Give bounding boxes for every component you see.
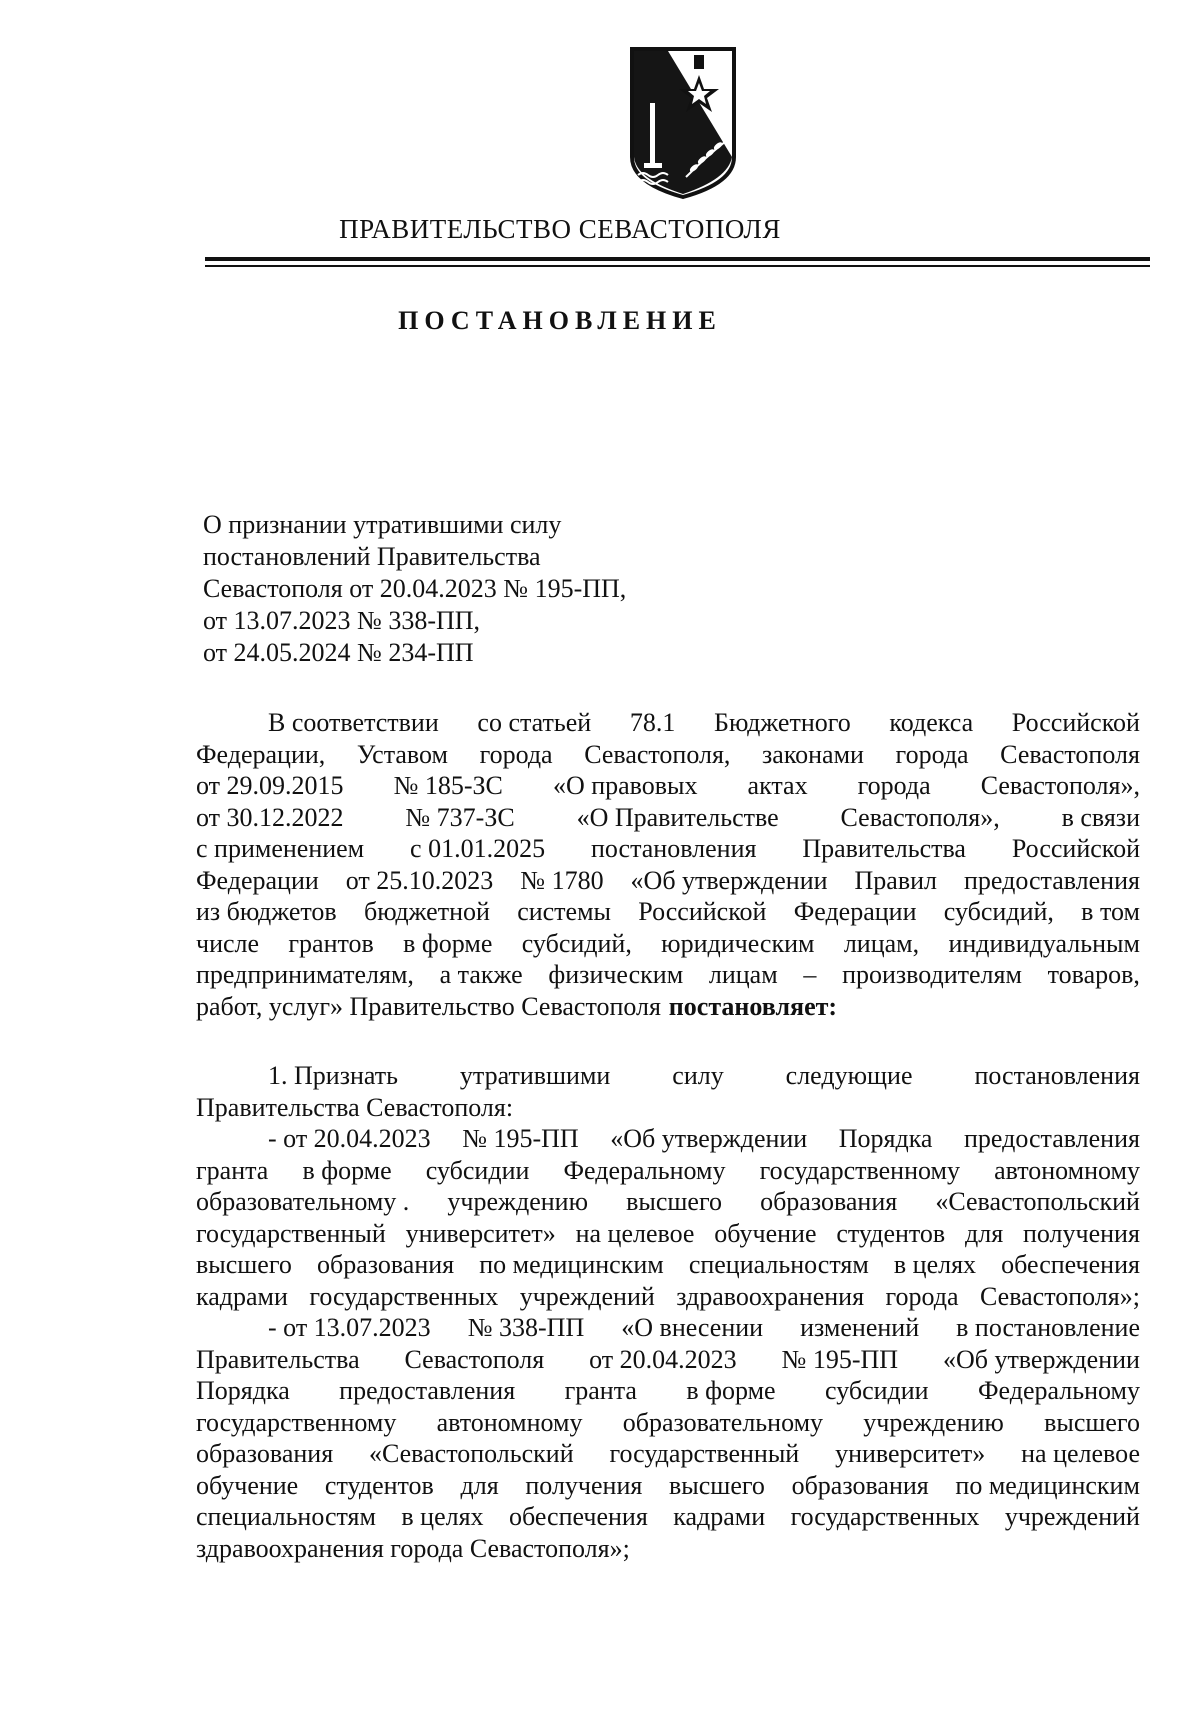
preamble-line xyxy=(196,896,1140,928)
sevastopol-coat-of-arms-icon xyxy=(628,45,738,203)
document-body xyxy=(196,707,1140,1564)
item-line xyxy=(196,1407,1140,1439)
item-line xyxy=(196,1218,1140,1250)
item-line xyxy=(196,1312,1140,1344)
text-fragment: Севастополя», xyxy=(840,802,1000,832)
resolves-keyword: постановляет: xyxy=(668,991,838,1021)
text-fragment: Российской xyxy=(1011,708,1140,737)
text-fragment: образования xyxy=(791,1470,929,1500)
text-fragment: высшего xyxy=(196,1250,292,1279)
item-line xyxy=(196,1249,1140,1281)
text-fragment: Севастополя»; xyxy=(980,1281,1140,1311)
item-line xyxy=(196,1438,1140,1470)
text-fragment: Бюджетного xyxy=(714,708,851,737)
text-fragment: Российской xyxy=(1011,834,1140,863)
text-fragment: от 25.10.2023 xyxy=(345,865,494,895)
header-rule-thick xyxy=(205,257,1150,261)
preamble-line xyxy=(196,928,1140,960)
item-line xyxy=(196,1155,1140,1187)
text-fragment: от 20.04.2023 xyxy=(589,1344,737,1374)
text-fragment: от 30.12.2022 xyxy=(196,802,344,832)
text-fragment: В соответствии xyxy=(268,708,439,737)
text-fragment: получения xyxy=(525,1470,643,1500)
text-fragment: города xyxy=(857,771,931,800)
text-fragment: в целях xyxy=(893,1250,977,1279)
item-line xyxy=(196,1123,1140,1155)
preamble-line xyxy=(196,739,1140,771)
text-fragment: в форме xyxy=(403,928,493,958)
item-line xyxy=(196,1186,1140,1218)
text-fragment: в форме xyxy=(686,1376,776,1405)
text-fragment: здравоохранения города Севастополя»; xyxy=(196,1533,630,1563)
text-fragment: города xyxy=(885,1281,959,1311)
text-fragment: гранта xyxy=(196,1155,269,1185)
text-fragment: системы xyxy=(517,897,612,926)
text-fragment: актах xyxy=(747,771,808,800)
text-fragment: Севастополя», xyxy=(980,771,1140,800)
text-fragment: Порядка xyxy=(838,1124,933,1153)
preamble-line xyxy=(196,707,1140,739)
preamble-line xyxy=(196,802,1140,834)
clause-line xyxy=(196,1092,1140,1124)
subject-line: Севастополя от 20.04.2023 № 195-ПП, xyxy=(203,574,627,603)
preamble-line xyxy=(196,959,1140,991)
text-fragment: государственный xyxy=(196,1218,386,1248)
text-fragment: в целях xyxy=(401,1502,484,1531)
text-fragment: высшего xyxy=(1044,1407,1140,1437)
text-fragment: Севастополя, xyxy=(584,739,731,769)
text-fragment: города xyxy=(479,739,553,769)
text-fragment: образовательному . xyxy=(196,1187,410,1216)
clause-line xyxy=(196,1060,1140,1092)
text-fragment: законами xyxy=(762,739,864,769)
item-line xyxy=(196,1533,1140,1565)
text-fragment: силу xyxy=(672,1061,724,1090)
text-fragment: учреждению xyxy=(447,1187,588,1216)
text-fragment: в том xyxy=(1081,897,1140,926)
text-fragment: в связи xyxy=(1061,802,1140,832)
text-fragment: Уставом xyxy=(356,739,448,769)
text-fragment: субсидии xyxy=(425,1155,530,1185)
text-fragment: Севастополя xyxy=(1000,739,1140,769)
text-fragment: университет» xyxy=(405,1218,556,1248)
item-line xyxy=(196,1281,1140,1313)
text-fragment: от 29.09.2015 xyxy=(196,771,344,800)
text-fragment: специальностям xyxy=(688,1250,869,1279)
organization-title: ПРАВИТЕЛЬСТВО СЕВАСТОПОЛЯ xyxy=(339,214,781,244)
text-fragment: города xyxy=(895,739,969,769)
text-fragment: числе xyxy=(196,928,260,958)
preamble-line xyxy=(196,865,1140,897)
text-fragment: юридическим xyxy=(661,928,815,958)
text-fragment: по медицинским xyxy=(955,1470,1140,1500)
text-fragment: а также xyxy=(439,960,523,989)
text-fragment: субсидии xyxy=(825,1376,929,1405)
text-fragment: - от 20.04.2023 xyxy=(268,1124,431,1153)
text-fragment: Федерации xyxy=(793,897,917,926)
subject-line: от 24.05.2024 № 234-ПП xyxy=(203,638,474,667)
text-fragment: производителям xyxy=(842,960,1022,989)
text-fragment: кадрами xyxy=(673,1502,766,1531)
text-fragment: государственных xyxy=(790,1502,980,1531)
text-fragment: высшего xyxy=(669,1470,765,1500)
text-fragment: гранта xyxy=(564,1376,637,1405)
text-fragment: № 737-ЗС xyxy=(405,802,515,832)
text-fragment: образования xyxy=(760,1187,898,1216)
text-fragment: 78.1 xyxy=(629,708,676,737)
text-fragment: учреждений xyxy=(519,1281,655,1311)
preamble-line xyxy=(196,770,1140,802)
text-fragment: физическим xyxy=(548,960,684,989)
text-fragment: обучение xyxy=(714,1218,817,1248)
text-fragment: предоставления xyxy=(339,1376,516,1405)
text-fragment: учреждению xyxy=(863,1407,1004,1437)
text-fragment: Севастополя xyxy=(404,1344,545,1374)
text-fragment: обеспечения xyxy=(508,1502,648,1531)
text-fragment: № 195-ПП xyxy=(462,1124,579,1153)
text-fragment: постановления xyxy=(590,834,757,863)
text-fragment: кодекса xyxy=(889,708,974,737)
text-fragment: из бюджетов xyxy=(196,897,337,926)
text-fragment: Федерации xyxy=(196,865,319,895)
text-fragment: с 01.01.2025 xyxy=(410,834,546,863)
text-fragment: товаров, xyxy=(1047,960,1140,989)
text-fragment: по медицинским xyxy=(479,1250,664,1279)
text-fragment: в постановление xyxy=(956,1313,1140,1342)
text-fragment: автономному xyxy=(994,1155,1140,1185)
text-fragment: лицам xyxy=(708,960,778,989)
text-fragment: получения xyxy=(1022,1218,1140,1248)
text-fragment: «Севастопольский xyxy=(935,1187,1140,1216)
text-fragment: Правительства xyxy=(802,834,966,863)
text-fragment: № 185-ЗС xyxy=(393,771,503,800)
text-fragment: предоставления xyxy=(963,1124,1140,1153)
text-fragment: образования xyxy=(316,1250,455,1279)
text-fragment: – xyxy=(803,960,817,989)
text-fragment: изменений xyxy=(800,1313,920,1342)
text-fragment: Правительства xyxy=(196,1344,360,1374)
item-line xyxy=(196,1501,1140,1533)
text-fragment: государственный xyxy=(609,1439,800,1468)
text-fragment: Федеральному xyxy=(563,1155,726,1185)
text-fragment: студентов xyxy=(836,1218,946,1248)
text-fragment: «О внесении xyxy=(621,1313,764,1342)
subject-line: постановлений Правительства xyxy=(203,542,541,571)
text-fragment: на целевое xyxy=(575,1218,695,1248)
text-fragment: предоставления xyxy=(963,865,1140,895)
text-fragment: здравоохранения xyxy=(676,1281,865,1311)
subject-line: от 13.07.2023 № 338-ПП, xyxy=(203,606,481,635)
text-fragment: государственному xyxy=(759,1155,960,1185)
item-line xyxy=(196,1375,1140,1407)
text-fragment: грантов xyxy=(288,928,374,958)
text-fragment: следующие xyxy=(785,1061,913,1090)
preamble-line xyxy=(196,991,1140,1023)
text-fragment: бюджетной xyxy=(363,897,490,926)
text-fragment: Порядка xyxy=(196,1376,290,1405)
text-fragment: учреждений xyxy=(1004,1502,1140,1531)
text-fragment: Федерации, xyxy=(196,739,326,769)
text-fragment: высшего xyxy=(626,1187,722,1216)
text-fragment: постановления xyxy=(974,1061,1140,1090)
text-fragment: со статьей xyxy=(477,708,592,737)
text-fragment: студентов xyxy=(324,1470,434,1500)
text-fragment: обеспечения xyxy=(1001,1250,1140,1279)
text-fragment: - от 13.07.2023 xyxy=(268,1313,431,1342)
text-fragment: образования xyxy=(196,1439,334,1468)
text-fragment: в форме xyxy=(302,1155,392,1185)
text-fragment: «Севастопольский xyxy=(368,1439,574,1468)
text-fragment: индивидуальным xyxy=(948,928,1140,958)
text-fragment: Правил xyxy=(854,865,938,895)
text-fragment: 1. Признать xyxy=(268,1061,398,1090)
preamble-line xyxy=(196,833,1140,865)
text-fragment: с применением xyxy=(196,834,365,863)
text-fragment: Российской xyxy=(638,897,767,926)
text-fragment: Правительства Севастополя: xyxy=(196,1092,514,1122)
text-fragment: лицам, xyxy=(843,928,920,958)
header-rule-thin xyxy=(205,265,1150,267)
text-fragment: «Об утверждении xyxy=(942,1344,1140,1374)
document-type: ПОСТАНОВЛЕНИЕ xyxy=(398,306,722,335)
text-fragment: для xyxy=(460,1470,499,1500)
text-fragment: «О правовых xyxy=(552,771,698,800)
text-fragment: работ, услуг» Правительство Севастополя xyxy=(196,991,661,1021)
text-fragment: государственному xyxy=(196,1407,397,1437)
item-line xyxy=(196,1344,1140,1376)
text-fragment: образовательному xyxy=(622,1407,824,1437)
text-fragment: «Об утверждении xyxy=(610,1124,808,1153)
text-fragment: государственных xyxy=(309,1281,499,1311)
text-fragment: специальностям xyxy=(196,1502,376,1531)
item-line xyxy=(196,1470,1140,1502)
text-fragment: «О Правительстве xyxy=(576,802,779,832)
text-fragment: Федеральному xyxy=(978,1376,1140,1405)
text-fragment: № 195-ПП xyxy=(781,1344,899,1374)
text-fragment: кадрами xyxy=(196,1281,288,1311)
text-fragment: для xyxy=(965,1218,1004,1248)
text-fragment: субсидий, xyxy=(521,928,632,958)
text-fragment: на целевое xyxy=(1021,1439,1140,1468)
text-fragment: автономному xyxy=(436,1407,583,1437)
document-subject xyxy=(203,509,626,669)
subject-line: О признании утратившими силу xyxy=(203,510,562,539)
text-fragment: № 1780 xyxy=(520,865,604,895)
text-fragment: № 338-ПП xyxy=(467,1313,585,1342)
text-fragment: «Об утверждении xyxy=(630,865,828,895)
text-fragment: субсидий, xyxy=(943,897,1054,926)
text-fragment: предпринимателям, xyxy=(196,960,414,989)
text-fragment: обучение xyxy=(196,1470,299,1500)
text-fragment: утратившими xyxy=(459,1061,611,1090)
text-fragment: университет» xyxy=(835,1439,986,1468)
